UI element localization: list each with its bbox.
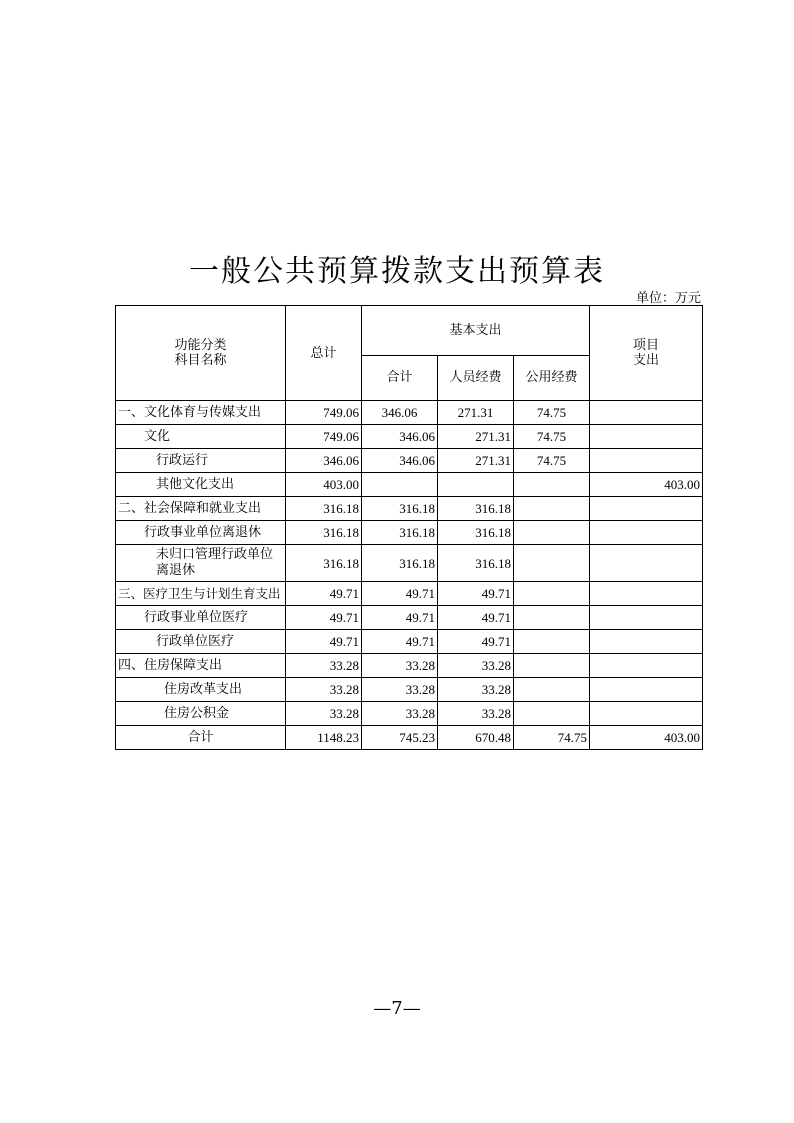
row-project — [590, 582, 703, 606]
row-public — [514, 702, 590, 726]
row-public — [514, 654, 590, 678]
row-total: 316.18 — [286, 497, 362, 521]
row-project — [590, 678, 703, 702]
row-project — [590, 702, 703, 726]
row-personnel: 49.71 — [438, 630, 514, 654]
header-project-line1: 项目 — [633, 338, 660, 353]
row-personnel: 271.31 — [438, 401, 514, 425]
header-personnel: 人员经费 — [438, 355, 514, 400]
row-project — [590, 425, 703, 449]
row-subtotal: 33.28 — [362, 654, 438, 678]
row-name: 行政单位医疗 — [116, 630, 286, 654]
total-row — [116, 726, 703, 750]
row-personnel: 316.18 — [438, 521, 514, 545]
row-public — [514, 545, 590, 582]
table-row — [116, 606, 703, 630]
row-project — [590, 449, 703, 473]
row-name: 四、住房保障支出 — [116, 654, 286, 678]
row-total: 33.28 — [286, 678, 362, 702]
header-category-line1: 功能分类 — [174, 338, 227, 353]
row-name: 行政事业单位医疗 — [116, 606, 286, 630]
row-project — [590, 630, 703, 654]
row-subtotal: 346.06 — [362, 449, 438, 473]
row-public: 74.75 — [514, 425, 590, 449]
row-public — [514, 582, 590, 606]
table-row — [116, 401, 703, 425]
row-project: 403.00 — [590, 473, 703, 497]
header-category-line2: 科目名称 — [174, 353, 227, 368]
table-row — [116, 654, 703, 678]
row-subtotal: 346.06 — [362, 425, 438, 449]
row-personnel: 49.71 — [438, 606, 514, 630]
row-public: 74.75 — [514, 449, 590, 473]
row-name: 文化 — [116, 425, 286, 449]
row-subtotal: 33.28 — [362, 702, 438, 726]
row-subtotal: 316.18 — [362, 545, 438, 582]
row-name: 行政运行 — [116, 449, 286, 473]
row-project — [590, 545, 703, 582]
row-subtotal: 33.28 — [362, 678, 438, 702]
unit-label: 单位：万元 — [635, 291, 701, 306]
row-public — [514, 678, 590, 702]
row-public — [514, 521, 590, 545]
table-row — [116, 678, 703, 702]
row-personnel: 271.31 — [438, 449, 514, 473]
row-personnel: 316.18 — [438, 497, 514, 521]
total-row-personnel: 670.48 — [438, 726, 514, 750]
table-row — [116, 473, 703, 497]
row-total: 33.28 — [286, 702, 362, 726]
row-total: 749.06 — [286, 401, 362, 425]
row-public — [514, 497, 590, 521]
table-row — [116, 582, 703, 606]
row-project — [590, 654, 703, 678]
row-personnel: 33.28 — [438, 702, 514, 726]
row-total: 49.71 — [286, 582, 362, 606]
row-personnel — [438, 473, 514, 497]
row-name: 未归口管理行政单位离退休 — [116, 545, 286, 582]
header-basic: 基本支出 — [362, 306, 590, 356]
row-name: 二、社会保障和就业支出 — [116, 497, 286, 521]
row-subtotal — [362, 473, 438, 497]
row-name: 一、文化体育与传媒支出 — [116, 401, 286, 425]
row-public — [514, 630, 590, 654]
row-total: 403.00 — [286, 473, 362, 497]
row-total: 749.06 — [286, 425, 362, 449]
row-project — [590, 606, 703, 630]
header-row-1 — [116, 306, 703, 356]
row-subtotal: 49.71 — [362, 606, 438, 630]
row-project — [590, 497, 703, 521]
table-row — [116, 497, 703, 521]
header-total: 总计 — [286, 306, 362, 401]
table-row — [116, 521, 703, 545]
page-title: 一般公共预算拨款支出预算表 — [189, 254, 605, 289]
row-project — [590, 521, 703, 545]
row-total: 33.28 — [286, 654, 362, 678]
row-public: 74.75 — [514, 401, 590, 425]
row-project — [590, 401, 703, 425]
budget-table — [115, 305, 703, 750]
row-public — [514, 473, 590, 497]
row-name: 住房公积金 — [116, 702, 286, 726]
total-row-subtotal: 745.23 — [362, 726, 438, 750]
row-personnel: 33.28 — [438, 654, 514, 678]
row-subtotal: 316.18 — [362, 497, 438, 521]
header-project-line2: 支出 — [633, 353, 660, 368]
row-total: 316.18 — [286, 545, 362, 582]
row-name: 住房改革支出 — [116, 678, 286, 702]
row-subtotal: 316.18 — [362, 521, 438, 545]
header-public: 公用经费 — [514, 355, 590, 400]
row-personnel: 316.18 — [438, 545, 514, 582]
table-row — [116, 545, 703, 582]
row-total: 49.71 — [286, 630, 362, 654]
total-row-name: 合计 — [116, 726, 286, 750]
header-category — [116, 306, 286, 401]
total-row-project: 403.00 — [590, 726, 703, 750]
header-subtotal: 合计 — [362, 355, 438, 400]
row-total: 346.06 — [286, 449, 362, 473]
row-total: 316.18 — [286, 521, 362, 545]
row-personnel: 49.71 — [438, 582, 514, 606]
header-project — [590, 306, 703, 401]
table-row — [116, 425, 703, 449]
table-row — [116, 702, 703, 726]
total-row-public: 74.75 — [514, 726, 590, 750]
row-total: 49.71 — [286, 606, 362, 630]
row-subtotal: 49.71 — [362, 582, 438, 606]
page-number: —7— — [373, 998, 421, 1019]
row-subtotal: 346.06 — [362, 401, 438, 425]
total-row-total: 1148.23 — [286, 726, 362, 750]
row-name: 三、医疗卫生与计划生育支出 — [116, 582, 286, 606]
row-personnel: 33.28 — [438, 678, 514, 702]
table-row — [116, 630, 703, 654]
row-personnel: 271.31 — [438, 425, 514, 449]
row-public — [514, 606, 590, 630]
row-name: 行政事业单位离退休 — [116, 521, 286, 545]
row-subtotal: 49.71 — [362, 630, 438, 654]
row-name: 其他文化支出 — [116, 473, 286, 497]
table-row — [116, 449, 703, 473]
